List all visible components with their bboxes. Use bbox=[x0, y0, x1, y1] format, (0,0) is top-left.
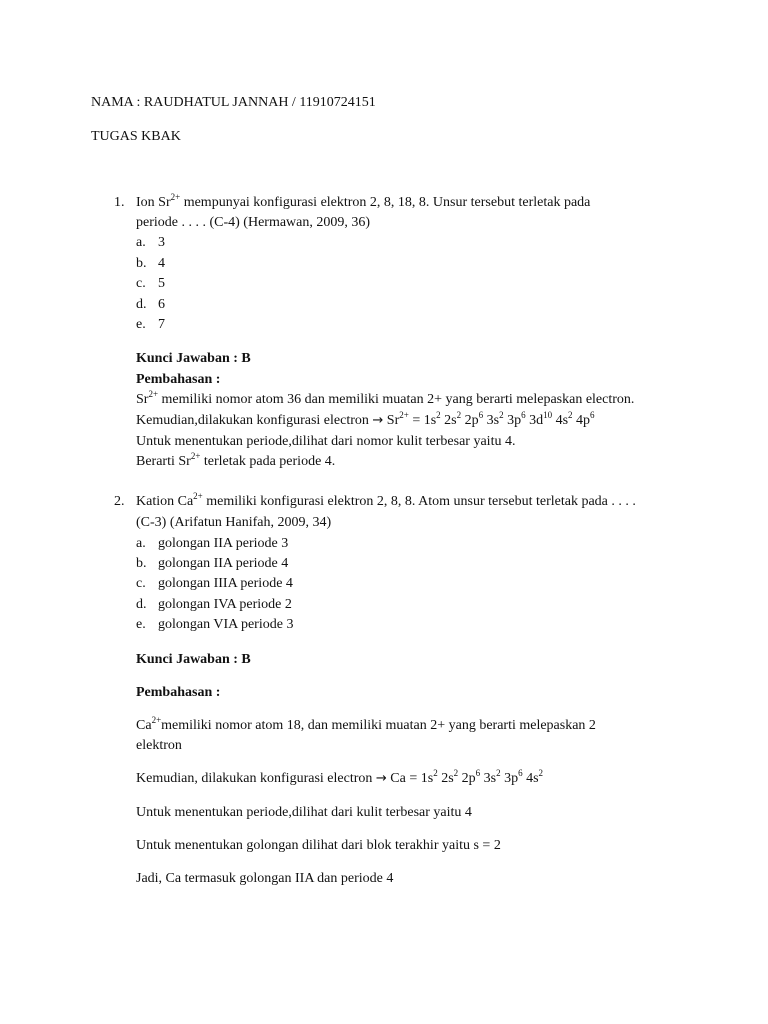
question-2-explanation-line-3: Untuk menentukan periode,dilihat dari kulit terbesar yaitu 4 bbox=[136, 805, 472, 820]
question-2-option-c-text: golongan IIIA periode 4 bbox=[158, 576, 293, 591]
question-2-explanation-line-2: Kemudian, dilakukan konfigurasi electron → $Ca = 1s^2$ $2s^2$ $2p^6$ $3s^2$ $3p^6$ $4s^2$ bbox=[136, 768, 544, 786]
student-name-line: NAMA : RAUDHATUL JANNAH / 11910724151 bbox=[91, 95, 376, 110]
question-2-text-cont: (C-3) (Arifatun Hanifah, 2009, 34) bbox=[136, 515, 332, 530]
question-1-option-a: a. bbox=[136, 235, 146, 250]
question-1-number: 1. bbox=[114, 195, 125, 210]
question-2-text: Kation $Ca^{2+}$ memiliki konfigurasi elektron 2, 8, 8. Atom unsur tersebut terletak pada . . . . bbox=[136, 491, 636, 509]
question-1-answer-key: Kunci Jawaban : B bbox=[136, 351, 251, 366]
question-1-text: Ion $Sr^{2+}$ mempunyai konfigurasi elektron 2, 8, 18, 8. Unsur tersebut terletak pada bbox=[136, 192, 591, 210]
question-2-option-e-text: golongan VIA periode 3 bbox=[158, 617, 294, 632]
question-1-option-e: e. bbox=[136, 317, 146, 332]
question-2-option-b: b. bbox=[136, 556, 147, 571]
question-2-option-b-text: golongan IIA periode 4 bbox=[158, 556, 289, 571]
question-2-explanation-line-1: $Ca^{2+}memiliki$ nomor atom 18, dan memiliki muatan 2+ yang berarti melepaskan 2 bbox=[136, 715, 596, 733]
question-2-option-d: d. bbox=[136, 597, 147, 612]
question-1-explanation-line-2: Kemudian,dilakukan konfigurasi electron → $Sr^{2+} = 1s^2$ $2s^2$ $2p^6$ $3s^2$ $3p^6$ $3d^{10}$ $4s^2$ $4p^6$ bbox=[136, 410, 595, 428]
question-1-option-c-text: 5 bbox=[158, 276, 165, 291]
question-2-answer-key: Kunci Jawaban : B bbox=[136, 652, 251, 667]
question-2-explanation-line-1-cont: elektron bbox=[136, 738, 182, 753]
question-1-explanation-title: Pembahasan : bbox=[136, 372, 221, 387]
question-1-explanation-line-4: Berarti $Sr^{2+}$ terletak pada periode 4. bbox=[136, 451, 336, 469]
question-2-explanation-title: Pembahasan : bbox=[136, 685, 221, 700]
question-2-option-a: a. bbox=[136, 536, 146, 551]
question-1-option-d: d. bbox=[136, 297, 147, 312]
question-2-option-c: c. bbox=[136, 576, 146, 591]
question-1-option-e-text: 7 bbox=[158, 317, 165, 332]
question-2-number: 2. bbox=[114, 494, 125, 509]
question-1-option-d-text: 6 bbox=[158, 297, 165, 312]
question-2-explanation-line-4: Untuk menentukan golongan dilihat dari blok terakhir yaitu s = 2 bbox=[136, 838, 501, 853]
question-1-option-c: c. bbox=[136, 276, 146, 291]
arrow-right-icon: → bbox=[372, 413, 384, 428]
question-1-option-a-text: 3 bbox=[158, 235, 165, 250]
question-1-text-cont: periode . . . . (C-4) (Hermawan, 2009, 36) bbox=[136, 215, 371, 230]
question-1-explanation-line-1: $Sr^{2+}$ memiliki nomor atom 36 dan memiliki muatan 2+ yang berarti melepaskan electron. bbox=[136, 389, 635, 407]
question-1-option-b-text: 4 bbox=[158, 256, 165, 271]
question-2-option-e: e. bbox=[136, 617, 146, 632]
question-1-explanation-line-3: Untuk menentukan periode,dilihat dari nomor kulit terbesar yaitu 4. bbox=[136, 434, 516, 449]
question-2-option-d-text: golongan IVA periode 2 bbox=[158, 597, 292, 612]
question-2-explanation-line-5: Jadi, Ca termasuk golongan IIA dan periode 4 bbox=[136, 871, 394, 886]
arrow-right-icon: → bbox=[375, 771, 387, 786]
question-1-option-b: b. bbox=[136, 256, 147, 271]
task-title: TUGAS KBAK bbox=[91, 129, 181, 144]
question-2-option-a-text: golongan IIA periode 3 bbox=[158, 536, 289, 551]
